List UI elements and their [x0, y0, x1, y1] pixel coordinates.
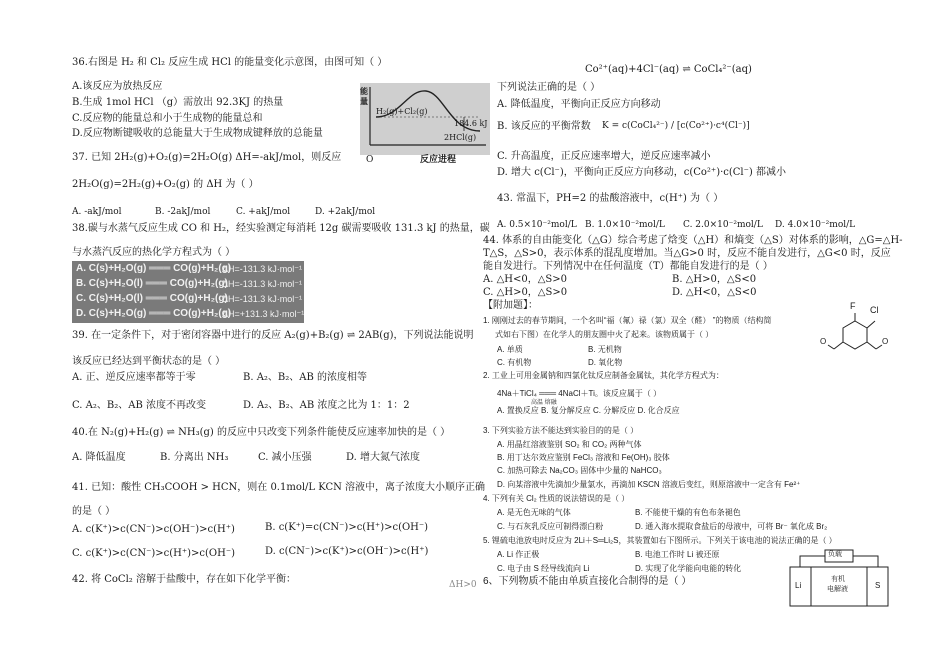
- extra-p3-option-c: C. 加热可除去 Na₂CO₃ 固体中少量的 NaHCO₃: [497, 466, 662, 475]
- q38-line2: 与水蒸汽反应的热化学方程式为（ ）: [72, 247, 236, 258]
- q38-option-a-dh: ΔH=-131.3 kJ·mol⁻¹: [222, 264, 303, 274]
- q44-line2: T△S，△S>0，表示体系的混乱度增加。当△G>0 时，反应不能自发进行，△G<0 时，反应: [483, 248, 891, 259]
- q36-stem: 36.右图是 H₂ 和 Cl₂ 反应生成 HCl 的能量变化示意图，由图可知（ ）: [72, 57, 388, 68]
- q41-option-b: B. c(K⁺)=c(CN⁻)>c(H⁺)>c(OH⁻): [265, 522, 429, 533]
- extra-p5-option-a: A. Li 作正极: [497, 550, 540, 559]
- q40-option-c: C. 减小压强: [258, 452, 312, 463]
- benzene-ring-graphic: [820, 307, 890, 361]
- q42-option-c: C. 升高温度，正反应速率增大，逆反应速率减小: [497, 151, 711, 162]
- q38-option-d-dh: ΔH=+131.3 kJ·mol⁻¹: [222, 309, 305, 319]
- extra-p2-line1: 2. 工业上可用金属钠和四氯化钛反应制备金属钛，其化学方程式为：: [483, 371, 724, 380]
- battery-electrolyte-label-1: 有机: [831, 576, 845, 583]
- energy-diagram: [360, 83, 490, 155]
- struct-f-label: F: [850, 301, 856, 311]
- extra-p1-option-d: D. 氧化物: [588, 358, 623, 367]
- extra-p3-option-b: B. 用丁达尔效应鉴别 FeCl₃ 溶液和 Fe(OH)₃ 胶体: [497, 453, 670, 462]
- q39-option-a: A. 正、逆反应速率都等于零: [72, 372, 196, 383]
- q39-option-c: C. A₂、B₂、AB 浓度不再改变: [72, 400, 206, 411]
- q39-option-d: D. A₂、B₂、AB 浓度之比为 1：1：2: [243, 400, 410, 411]
- q42-dh: ΔH>0: [449, 580, 477, 590]
- q42-option-b: B. 该反应的平衡常数: [497, 121, 591, 132]
- q39-line1: 39. 在一定条件下，对于密闭容器中进行的反应 A₂(g)+B₂(g) ⇌ 2AB(g)，下列说法能说明: [72, 330, 474, 341]
- extra-p4-option-c: C. 与石灰乳反应可制得漂白粉: [497, 522, 604, 531]
- molecule-structure: [820, 301, 890, 361]
- q36-option-a: A.该反应为放热反应: [72, 81, 163, 92]
- extra-p4-stem: 4. 下列有关 Cl₂ 性质的说法错误的是（ ）: [483, 494, 630, 503]
- energy-origin-label: O: [366, 155, 374, 165]
- extra-p2-options: A. 置换反应 B. 复分解反应 C. 分解反应 D. 化合反应: [497, 406, 680, 415]
- q41-option-a: A. c(K⁺)>c(CN⁻)>c(OH⁻)>c(H⁺): [72, 524, 235, 535]
- struct-o-right-label: O: [882, 337, 889, 346]
- energy-product-label: 2HCl(g): [444, 133, 477, 142]
- q41-line2: 的是（ ）: [72, 506, 116, 517]
- extra-p1-option-a: A. 单质: [497, 345, 523, 354]
- struct-cl-label: Cl: [870, 305, 879, 315]
- extra-p1-line2: 式如右下图）在化学人的朋友圈中火了起来。该物质属于（ ）: [495, 330, 714, 339]
- q38-line1: 38.碳与水蒸气反应生成 CO 和 H₂，经实验测定每消耗 12g 碳需要吸收 131.3 kJ 的热量，碳: [72, 223, 490, 234]
- q44-line1: 44. 体系的自由能变化（△G）综合考虑了焓变（△H）和熵变（△S）对体系的影响，△G=△H-: [483, 235, 903, 246]
- extra-p4-option-b: B. 不能使干燥的有色布条褪色: [635, 508, 741, 517]
- q42-option-d: D. 增大 c(Cl⁻)，平衡向正反应方向移动，c(Co²⁺)·c(Cl⁻) 都减小: [497, 167, 786, 178]
- extra-p3-stem: 3. 下列实验方法不能达到实验目的的是（ ）: [483, 426, 639, 435]
- q42-option-b-formula: K = c(CoCl₄²⁻) / [c(Co²⁺)·c⁴(Cl⁻)]: [602, 121, 750, 131]
- q40-option-b: B. 分离出 NH₃: [160, 452, 229, 463]
- extra-p5-option-d: D. 实现了化学能向电能的转化: [635, 564, 742, 573]
- extra-p2-equation: 4Na＋TiCl₄ ═══ 4NaCl＋Ti。该反应属于（ ）: [497, 389, 662, 398]
- energy-value-label: 184.6 kJ: [454, 119, 488, 128]
- extra-p1-line1: 1. 刚刚过去的春节期间，一个名叫“福（氟）禄（氯）双全（醛） ”的物质（结构简: [483, 316, 772, 325]
- energy-y-label: 能量: [360, 86, 368, 106]
- q44-line3: 能自发进行。下列情况中在任何温度（T）都能自发进行的是（ ）: [483, 261, 773, 272]
- q39-option-b: B. A₂、B₂、AB 的浓度相等: [243, 372, 368, 383]
- extra-p2-condition: 高温 熔融: [531, 400, 557, 406]
- q40-option-a: A. 降低温度: [72, 452, 126, 463]
- energy-reactants-label: H₂(g)+Cl₂(g): [376, 107, 428, 116]
- extra-p6-stem: 6、下列物质不能由单质直接化合制得的是（ ）: [483, 576, 692, 587]
- q37-option-a: A. -akJ/mol: [72, 207, 122, 217]
- q42-stem: 42. 将 CoCl₂ 溶解于盐酸中，存在如下化学平衡：: [72, 574, 296, 585]
- q37-option-c: C. +akJ/mol: [236, 207, 291, 217]
- extra-p5-stem: 5. 锂硫电池放电时反应为 2Li＋S═Li₂S，其装置如右下图所示。下列关于该电池的说法正确的是（ ）: [483, 536, 837, 545]
- battery-electrolyte-label-2: 电解液: [827, 586, 848, 593]
- q42-equilibrium: Co²⁺(aq)+4Cl⁻(aq) ⇌ CoCl₄²⁻(aq): [585, 64, 752, 75]
- extra-p5-option-c: C. 电子由 S 经导线流向 Li: [497, 564, 590, 573]
- q38-option-c: C. C(s)+H₂O(l) ═══ CO(g)+H₂(g): [76, 293, 228, 304]
- q43-option-d: D. 4.0×10⁻²mol/L: [775, 220, 856, 230]
- q43-option-c: C. 2.0×10⁻²mol/L: [683, 220, 763, 230]
- q38-option-b: B. C(s)+H₂O(l) ═══ CO(g)+H₂(g): [76, 278, 228, 289]
- q44-option-a: A. △H<0，△S>0: [483, 274, 568, 285]
- extra-p3-option-a: A. 用晶红溶液鉴别 SO₂ 和 CO₂ 两种气体: [497, 440, 642, 449]
- battery-s-label: S: [875, 581, 881, 590]
- q43-option-b: B. 1.0×10⁻²mol/L: [585, 220, 665, 230]
- q38-options-image: [72, 261, 304, 323]
- extra-p1-option-b: B. 无机物: [588, 345, 622, 354]
- q37-option-b: B. -2akJ/mol: [155, 207, 211, 217]
- q42-option-a: A. 降低温度，平衡向正反应方向移动: [497, 99, 661, 110]
- q37-option-d: D. +2akJ/mol: [315, 207, 376, 217]
- extra-p1-option-c: C. 有机物: [497, 358, 532, 367]
- q43-option-a: A. 0.5×10⁻²mol/L: [497, 220, 577, 230]
- q44-option-b: B. △H>0，△S<0: [672, 274, 757, 285]
- q36-option-c: C.反应物的能量总和小于生成物的能量总和: [72, 113, 263, 124]
- extra-p4-option-d: D. 通入海水提取食盐后的母液中，可将 Br⁻ 氧化成 Br₂: [635, 522, 828, 531]
- q40-option-d: D. 增大氮气浓度: [346, 452, 421, 463]
- q37-line1: 37. 已知 2H₂(g)+O₂(g)=2H₂O(g) ΔH=-akJ/mol，则反应: [72, 152, 342, 163]
- extra-p5-option-b: B. 电池工作时 Li 被还原: [635, 550, 720, 559]
- energy-x-label: 反应进程: [420, 155, 457, 165]
- q41-option-d: D. c(CN⁻)>c(K⁺)>c(OH⁻)>c(H⁺): [265, 546, 429, 557]
- q38-option-c-dh: ΔH=-131.3 kJ·mol⁻¹: [222, 294, 303, 304]
- q38-option-a: A. C(s)+H₂O(g) ═══ CO(g)+H₂(g): [76, 263, 232, 274]
- q36-option-d: D.反应物断键吸收的总能量大于生成物成键释放的总能量: [72, 128, 323, 139]
- q36-option-b: B.生成 1mol HCl （g）需放出 92.3KJ 的热量: [72, 97, 284, 108]
- q38-option-d: D. C(s)+H₂O(g) ═══ CO(g)+H₂(g): [76, 308, 232, 319]
- q42-stem-cont: 下列说法正确的是（ ）: [497, 82, 601, 93]
- extra-p3-option-d: D. 向某溶液中先滴加少量氯水，再滴加 KSCN 溶液后变红，则原溶液中一定含有 Fe²⁺: [497, 480, 801, 489]
- q41-line1: 41. 已知：酸性 CH₃COOH > HCN，则在 0.1mol/L KCN 溶液中，离子浓度大小顺序正确: [72, 482, 486, 493]
- q43-stem: 43. 常温下，PH=2 的盐酸溶液中，c(H⁺) 为（ ）: [497, 193, 724, 204]
- q44-option-c: C. △H>0，△S>0: [483, 287, 568, 298]
- q44-option-d: D. △H<0，△S<0: [672, 287, 757, 298]
- q38-option-b-dh: ΔH=-131.3 kJ·mol⁻¹: [222, 279, 303, 289]
- q40-stem: 40.在 N₂(g)+H₂(g) ⇌ NH₃(g) 的反应中只改变下列条件能使反应速率加快的是（ ）: [72, 427, 451, 438]
- battery-load-label: 负载: [828, 551, 842, 558]
- q37-line2: 2H₂O(g)=2H₂(g)+O₂(g) 的 ΔH 为（ ）: [72, 179, 259, 190]
- extra-p4-option-a: A. 是无色无味的气体: [497, 508, 571, 517]
- extra-title: 【附加题】：: [483, 300, 538, 311]
- battery-diagram: [789, 549, 889, 607]
- struct-o-left-label: O: [820, 337, 827, 346]
- q39-line2: 该反应已经达到平衡状态的是（ ）: [72, 356, 226, 367]
- q41-option-c: C. c(K⁺)>c(CN⁻)>c(H⁺)>c(OH⁻): [72, 548, 236, 559]
- battery-li-label: Li: [795, 581, 802, 590]
